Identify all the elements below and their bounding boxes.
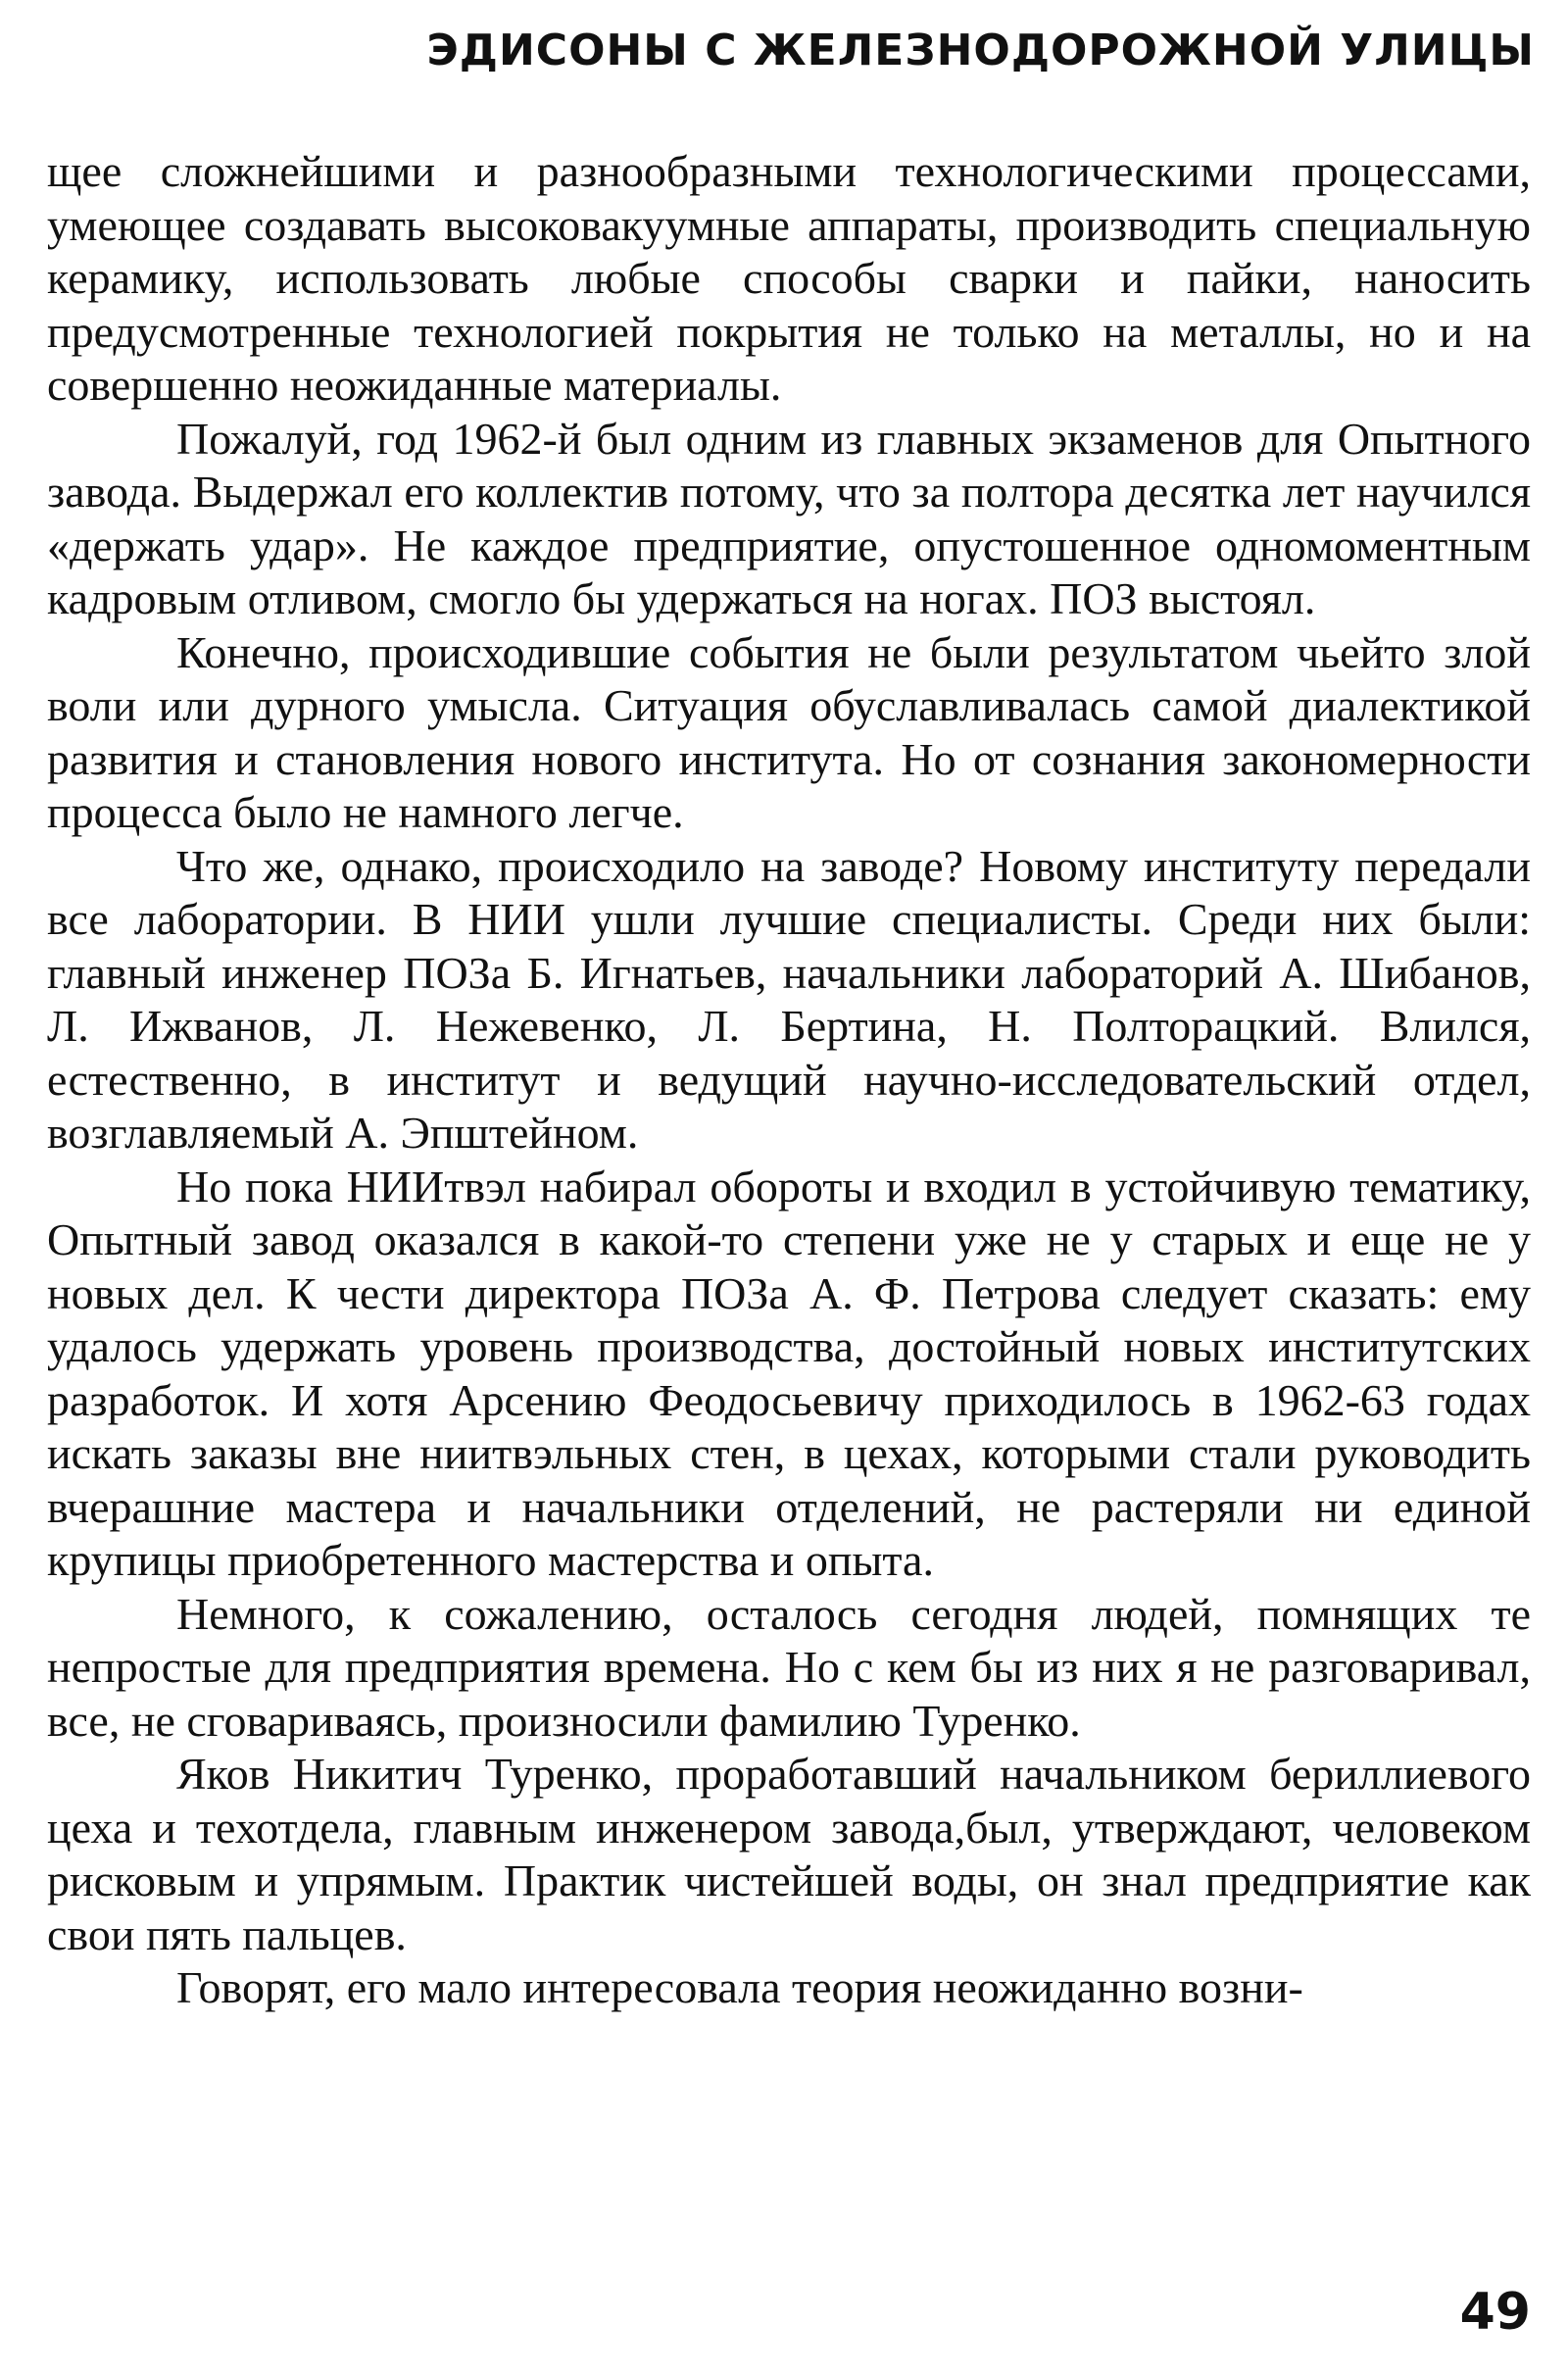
paragraph: Конечно, происходившие события не были результатом чьейто злой воли или дурного умысла. Ситуация обуславливалась самой диалектикой развития и становления нового института. Но от сознания закономерности процесса было не намного легче. [47, 626, 1531, 837]
running-header: ЭДИСОНЫ С ЖЕЛЕЗНОДОРОЖНОЙ УЛИЦЫ [426, 25, 1535, 75]
paragraph: Что же, однако, происходило на заводе? Новому институту передали все лаборатории. В НИИ ушли лучшие специалисты. Среди них были: главный инженер ПОЗа Б. Игнатьев, начальники лабораторий А. Шибанов, Л. Ижванов, Л. Нежевенко, Л. Бертина, Н. Полторацкий. Влился, естественно, в институт и ведущий научно-исследовательский отдел, возглавляемый А. Эпштейном. [47, 840, 1531, 1158]
page-body [47, 145, 1531, 2015]
paragraph: Но пока НИИтвэл набирал обороты и входил в устойчивую тематику, Опытный завод оказался в какой-то степени уже не у старых и еще не у новых дел. К чести директора ПОЗа А. Ф. Петрова следует сказать: ему удалось удержать уровень производства, достойный новых институтских разработок. И хотя Арсению Феодосьевичу приходилось в 1962-63 годах искать заказы вне ниитвэльных стен, в цехах, которыми стали руководить вчерашние мастера и начальники отделений, не растеряли ни единой крупицы приобретенного мастерства и опыта. [47, 1161, 1531, 1585]
page-number: 49 [1459, 2283, 1531, 2342]
paragraph: Немного, к сожалению, осталось сегодня людей, помнящих те непростые для предприятия времена. Но с кем бы из них я не разговаривал, все, не сговариваясь, произносили фамилию Туренко. [47, 1588, 1531, 1746]
paragraph: Яков Никитич Туренко, проработавший начальником бериллиевого цеха и техотдела, главным инженером завода,был, утверждают, человеком рисковым и упрямым. Практик чистейшей воды, он знал предприятие как свои пять пальцев. [47, 1749, 1531, 1959]
paragraph: щее сложнейшими и разнообразными технологическими процессами, умеющее создавать высоковакуумные аппараты, производить специальную керамику, использовать любые способы сварки и пайки, наносить предусмотренные технологией покрытия не только на металлы, но и на совершенно неожиданные материалы. [47, 146, 1531, 410]
paragraph: Говорят, его мало интересовала теория неожиданно возни- [176, 1962, 1303, 2012]
paragraph: Пожалуй, год 1962-й был одним из главных экзаменов для Опытного завода. Выдержал его коллектив потому, что за полтора десятка лет научился «держать удар». Не каждое предприятие, опустошенное одномоментным кадровым отливом, смогло бы удержаться на ногах. ПОЗ выстоял. [47, 413, 1531, 623]
